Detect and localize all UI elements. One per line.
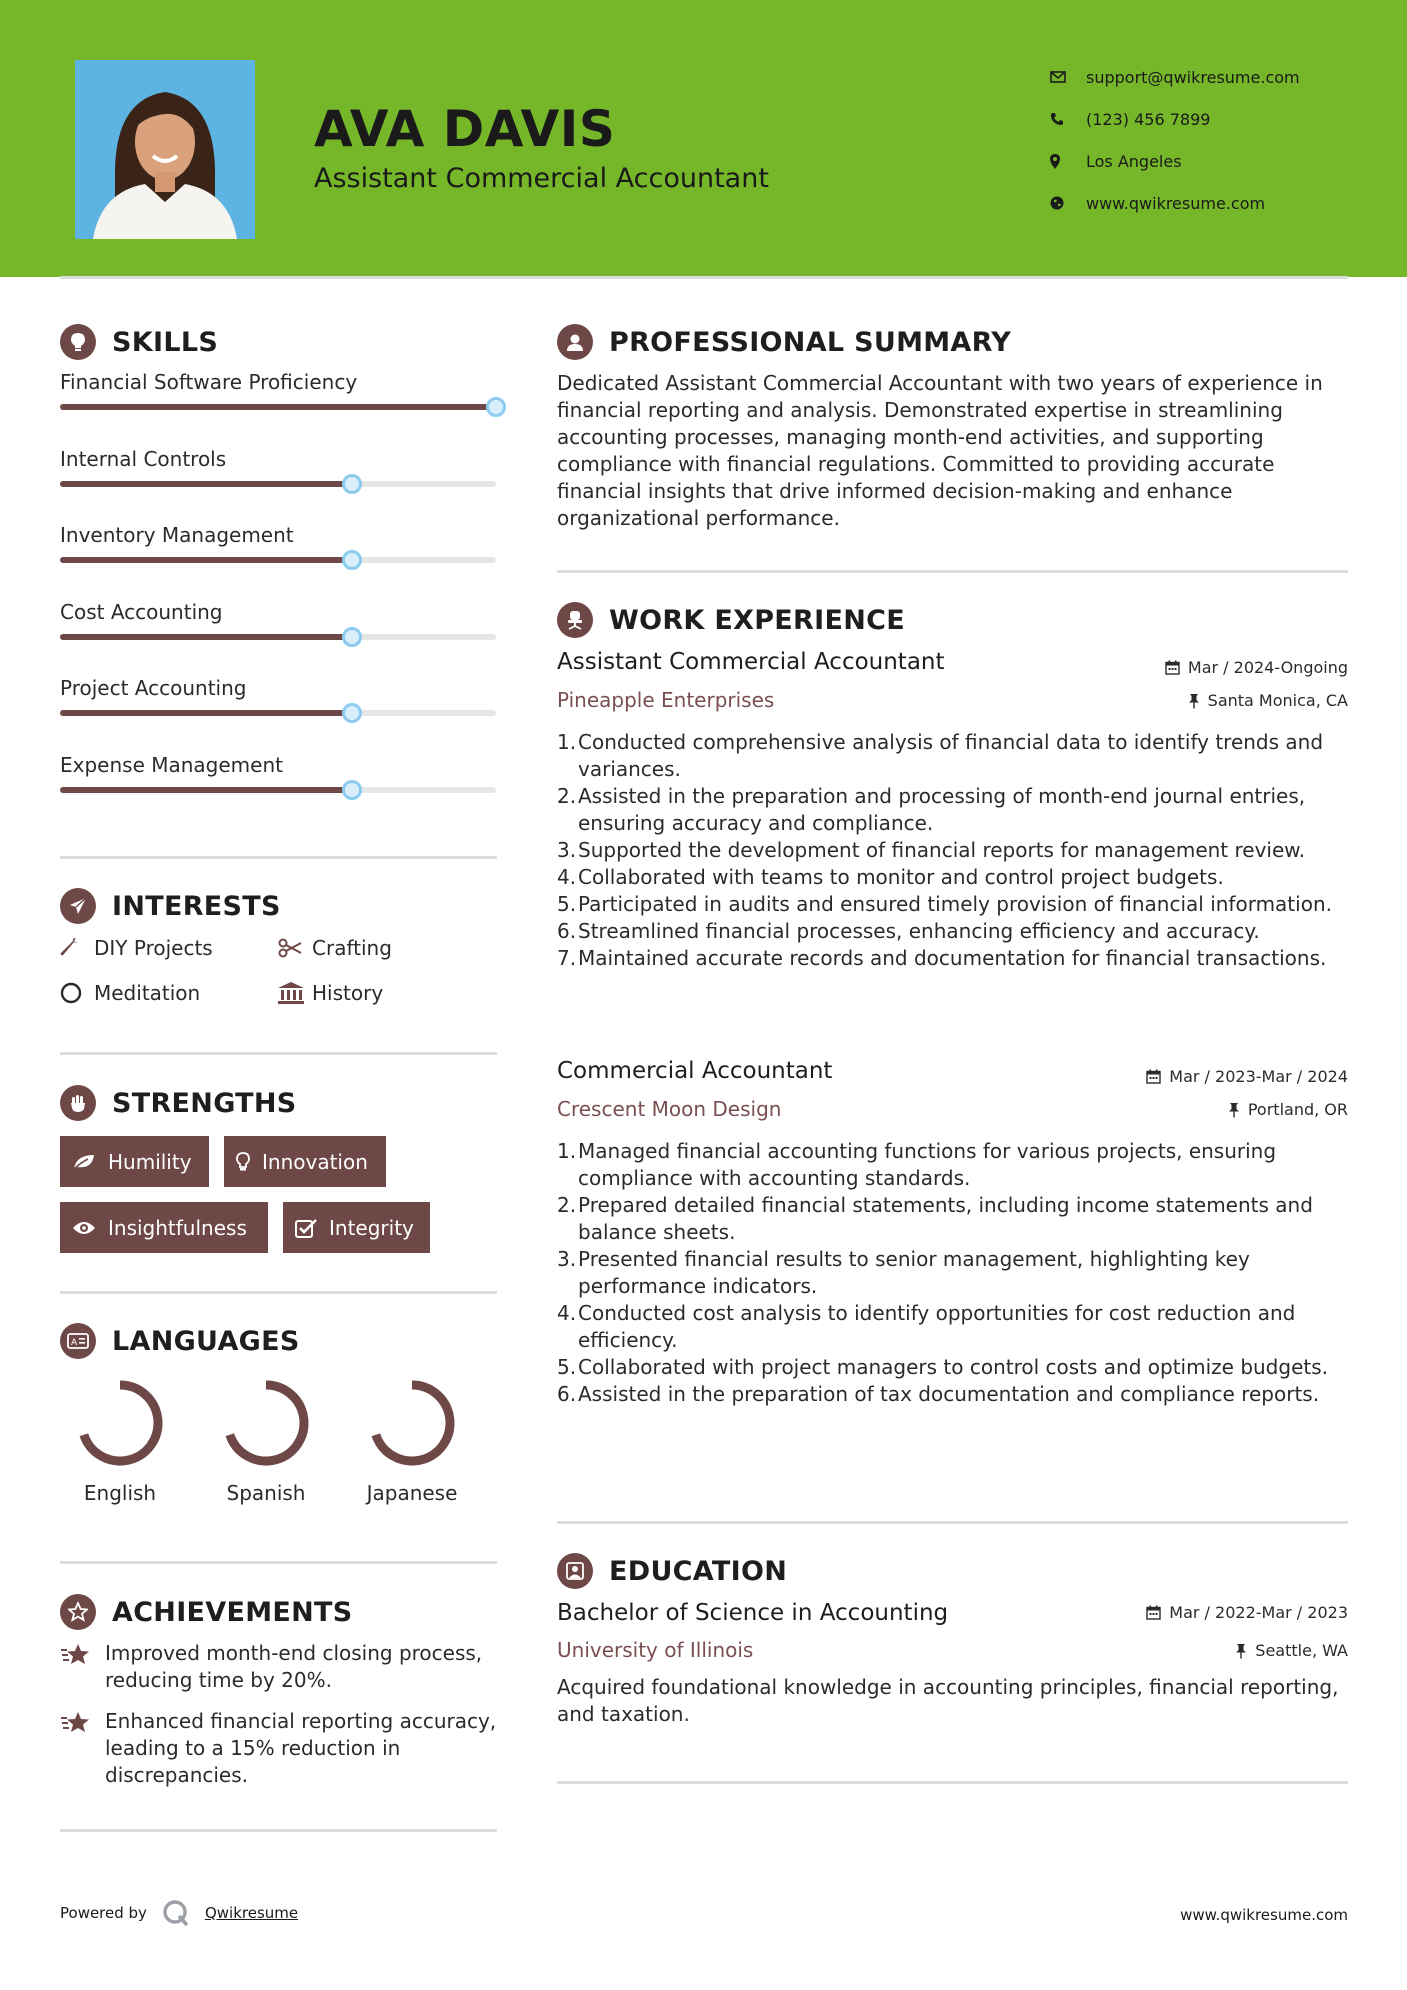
wrench-icon [60, 937, 94, 959]
strengths-heading [60, 1085, 297, 1121]
skill-item [60, 753, 496, 777]
duty-item [557, 1381, 1353, 1408]
skill-name: Project Accounting [60, 676, 247, 700]
achievement-text: Enhanced financial reporting accuracy, leading to a 15% reduction in discrepancies. [105, 1709, 497, 1787]
strength-label: Insightfulness [108, 1215, 247, 1240]
duty-text: Supported the development of financial reports for management review. [578, 838, 1306, 862]
languages-title: LANGUAGES [112, 1325, 300, 1357]
interest-meditation [60, 981, 200, 1005]
duty-number: 4. [557, 1301, 577, 1325]
check-square-icon [295, 1218, 317, 1238]
duty-text: Streamlined financial processes, enhancing efficiency and accuracy. [578, 919, 1260, 943]
skill-level-knob [342, 780, 362, 800]
duty-item [557, 891, 1353, 918]
pushpin-icon [1235, 1643, 1247, 1659]
contact-phone-text: (123) 456 7899 [1086, 109, 1211, 129]
globe-icon [1050, 196, 1086, 210]
skill-level-fill [60, 481, 352, 487]
interest-label: History [312, 981, 384, 1005]
contact-website-text: www.qwikresume.com [1086, 193, 1266, 213]
calendar-icon [1146, 1069, 1161, 1084]
education-heading [557, 1553, 787, 1589]
skill-level-fill [60, 634, 352, 640]
language-item [201, 1375, 331, 1505]
map-pin-icon [1050, 154, 1086, 169]
summary-title: PROFESSIONAL SUMMARY [609, 326, 1012, 358]
duty-number: 3. [557, 838, 577, 862]
hand-fist-icon [60, 1085, 96, 1121]
job-dates [1146, 1067, 1348, 1086]
qwikresume-logo-icon [161, 1899, 191, 1927]
skill-level-knob [342, 627, 362, 647]
strength-innovation [224, 1136, 386, 1187]
interest-label: Meditation [94, 981, 201, 1005]
skill-level-fill [60, 787, 352, 793]
contact-email[interactable] [1050, 56, 1300, 98]
leaf-icon [72, 1153, 96, 1171]
interest-label: Crafting [312, 936, 392, 960]
skill-level-fill [60, 710, 352, 716]
header-divider [60, 276, 1348, 279]
lightbulb-icon [236, 1152, 250, 1172]
skill-name: Financial Software Proficiency [60, 370, 358, 394]
job-company: Crescent Moon Design [557, 1097, 782, 1121]
achievement-item [60, 1708, 500, 1789]
education-title: EDUCATION [609, 1555, 788, 1587]
skill-item [60, 370, 496, 394]
achievements-title: ACHIEVEMENTS [112, 1596, 353, 1628]
duty-text: Collaborated with project managers to control costs and optimize budgets. [578, 1355, 1328, 1379]
skill-level-knob [342, 550, 362, 570]
duty-number: 1. [557, 730, 577, 754]
duty-item [557, 783, 1353, 837]
language-name: English [83, 1481, 157, 1505]
contact-location [1050, 140, 1300, 182]
duty-item [557, 1300, 1353, 1354]
summary-heading [557, 324, 1011, 360]
footer-url[interactable]: www.qwikresume.com [1180, 1906, 1348, 1924]
skill-level-bar [60, 710, 496, 716]
education-divider [557, 1781, 1348, 1784]
duty-text: Participated in audits and ensured timely provision of financial information. [578, 892, 1332, 916]
profile-photo [75, 60, 255, 239]
language-item [55, 1375, 185, 1505]
duty-text: Prepared detailed financial statements, including income statements and balance sheets. [578, 1193, 1313, 1244]
strengths-divider [60, 1291, 497, 1294]
duty-item [557, 945, 1353, 972]
strength-label: Humility [108, 1149, 192, 1174]
language-proficiency-arc [230, 1385, 304, 1461]
skill-level-knob [486, 397, 506, 417]
education-location [1235, 1641, 1348, 1660]
skill-level-knob [342, 703, 362, 723]
skills-title: SKILLS [112, 326, 219, 358]
skill-name: Cost Accounting [60, 599, 223, 624]
education-dates [1146, 1603, 1348, 1622]
interest-crafting [278, 936, 392, 960]
contact-website[interactable] [1050, 182, 1300, 224]
language-item [347, 1375, 477, 1505]
duty-text: Assisted in the preparation and processing of month-end journal entries, ensuring accuracy and compliance. [578, 784, 1306, 835]
pushpin-icon [1228, 1102, 1240, 1118]
interest-history [278, 981, 383, 1005]
duty-item [557, 864, 1353, 891]
duty-text: Conducted comprehensive analysis of financial data to identify trends and variances. [578, 730, 1324, 781]
skill-level-bar [60, 481, 496, 487]
circle-icon [60, 982, 94, 1004]
achievements-divider [60, 1829, 497, 1832]
job-title: Assistant Commercial Accountant [557, 649, 945, 675]
education-description: Acquired foundational knowledge in accounting principles, financial reporting, and taxation. [557, 1675, 1339, 1726]
duty-number: 5. [557, 1355, 577, 1379]
duty-item [557, 1138, 1353, 1192]
star-award-icon [60, 1640, 105, 1694]
duty-item [557, 837, 1353, 864]
education-school: University of Illinois [557, 1638, 754, 1662]
skill-level-bar [60, 634, 496, 640]
duty-text: Managed financial accounting functions for various projects, ensuring compliance with accounting standards. [578, 1139, 1277, 1190]
education-dates-text: Mar / 2022-Mar / 2023 [1169, 1603, 1348, 1622]
skill-level-fill [60, 404, 496, 410]
duty-number: 6. [557, 919, 577, 943]
candidate-title: Assistant Commercial Accountant [314, 163, 769, 194]
experience-title: WORK EXPERIENCE [609, 604, 905, 636]
languages-heading [60, 1323, 300, 1359]
duty-item [557, 1354, 1353, 1381]
language-name: Japanese [366, 1481, 458, 1505]
skill-name: Expense Management [60, 752, 283, 777]
interests-divider [60, 1052, 497, 1055]
summary-text: Dedicated Assistant Commercial Accountant with two years of experience in financial reporting and analysis. Demonstrated expertise in streamlining accounting processes, managing month-end activities, and supporting compliance with financial regulations. Committed to providing accurate financial insights that drive informed decision-making and enhance organizational performance. [557, 371, 1323, 530]
language-proficiency-ring [364, 1375, 460, 1471]
job-dates-text: Mar / 2024-Ongoing [1187, 658, 1348, 677]
experience-divider [557, 1521, 1348, 1524]
user-icon [557, 324, 593, 360]
duty-item [557, 1246, 1353, 1300]
star-award-icon [60, 1708, 105, 1789]
skills-heading [60, 324, 218, 360]
resume-header [0, 0, 1407, 277]
skill-name: Inventory Management [60, 523, 294, 547]
skill-level-knob [342, 474, 362, 494]
skill-level-bar [60, 557, 496, 563]
duty-number: 3. [557, 1247, 577, 1271]
interest-diy-projects [60, 936, 213, 960]
summary-divider [557, 570, 1348, 573]
job-company: Pineapple Enterprises [557, 688, 775, 712]
language-proficiency-arc [84, 1385, 158, 1461]
duty-text: Conducted cost analysis to identify opportunities for cost reduction and efficiency. [578, 1301, 1296, 1352]
contact-list [1050, 56, 1300, 224]
interest-label: DIY Projects [94, 936, 213, 960]
duty-text: Presented financial results to senior management, highlighting key performance indicators. [578, 1247, 1250, 1298]
language-proficiency-ring [218, 1375, 314, 1471]
duty-item [557, 729, 1353, 783]
education-degree: Bachelor of Science in Accounting [557, 1600, 949, 1626]
job-location [1228, 1100, 1348, 1119]
strength-humility [60, 1136, 209, 1187]
language-name: Spanish [226, 1481, 306, 1505]
footer-powered-by [60, 1899, 298, 1927]
interests-title: INTERESTS [112, 890, 281, 922]
calendar-icon [1165, 660, 1180, 675]
calendar-icon [1146, 1605, 1161, 1620]
candidate-name: AVA DAVIS [314, 100, 616, 158]
duty-number: 4. [557, 865, 577, 889]
language-proficiency-ring [72, 1375, 168, 1471]
eye-icon [72, 1220, 96, 1236]
skill-item [60, 523, 496, 547]
paper-plane-icon [60, 888, 96, 924]
job-location [1188, 691, 1348, 710]
powered-by-text: Powered by [60, 1904, 147, 1922]
strength-integrity [283, 1202, 430, 1253]
achievement-text: Improved month-end closing process, reducing time by 20%. [105, 1641, 483, 1692]
skill-level-fill [60, 557, 352, 563]
duty-text: Collaborated with teams to monitor and control project budgets. [578, 865, 1224, 889]
job-dates [1165, 658, 1348, 677]
duty-item [557, 918, 1353, 945]
svg-text:A: A [71, 1338, 78, 1348]
duty-number: 1. [557, 1139, 577, 1163]
skill-item [60, 600, 496, 624]
lightbulb-icon [60, 324, 96, 360]
job-duties [557, 1138, 1353, 1408]
duty-text: Assisted in the preparation of tax documentation and compliance reports. [578, 1382, 1320, 1406]
skill-level-bar [60, 787, 496, 793]
job-location-text: Portland, OR [1247, 1100, 1348, 1119]
office-chair-icon [557, 602, 593, 638]
contact-phone[interactable] [1050, 98, 1300, 140]
contact-location-text: Los Angeles [1086, 151, 1182, 171]
skill-item [60, 447, 496, 471]
strength-insightfulness [60, 1202, 268, 1253]
language-proficiency-arc [376, 1385, 450, 1461]
languages-divider [60, 1561, 497, 1564]
duty-number: 7. [557, 946, 577, 970]
education-location-text: Seattle, WA [1255, 1641, 1348, 1660]
envelope-icon [1050, 71, 1086, 83]
job-title: Commercial Accountant [557, 1058, 833, 1084]
duty-number: 2. [557, 784, 577, 808]
achievements-heading [60, 1594, 353, 1630]
skill-name: Internal Controls [60, 446, 227, 471]
pushpin-icon [1188, 693, 1200, 709]
skills-divider [60, 856, 497, 859]
duty-number: 2. [557, 1193, 577, 1217]
job-dates-text: Mar / 2023-Mar / 2024 [1169, 1067, 1348, 1086]
museum-icon [278, 982, 312, 1004]
qwikresume-link[interactable]: Qwikresume [204, 1904, 299, 1922]
duty-text: Maintained accurate records and documentation for financial transactions. [578, 946, 1327, 970]
duty-item [557, 1192, 1353, 1246]
job-location-text: Santa Monica, CA [1207, 691, 1348, 710]
strength-label: Innovation [262, 1149, 368, 1174]
contact-email-text: support@qwikresume.com [1086, 67, 1300, 87]
experience-heading [557, 602, 905, 638]
strengths-title: STRENGTHS [112, 1087, 297, 1119]
job-duties [557, 729, 1353, 972]
duty-number: 6. [557, 1382, 577, 1406]
star-badge-icon [60, 1594, 96, 1630]
strength-label: Integrity [329, 1215, 414, 1240]
interests-heading [60, 888, 281, 924]
graduate-icon [557, 1553, 593, 1589]
language-card-icon [60, 1323, 96, 1359]
achievement-item [60, 1640, 500, 1694]
skill-level-bar [60, 404, 496, 410]
scissors-icon [278, 938, 312, 958]
phone-icon [1050, 112, 1086, 126]
duty-number: 5. [557, 892, 577, 916]
skill-item [60, 676, 496, 700]
